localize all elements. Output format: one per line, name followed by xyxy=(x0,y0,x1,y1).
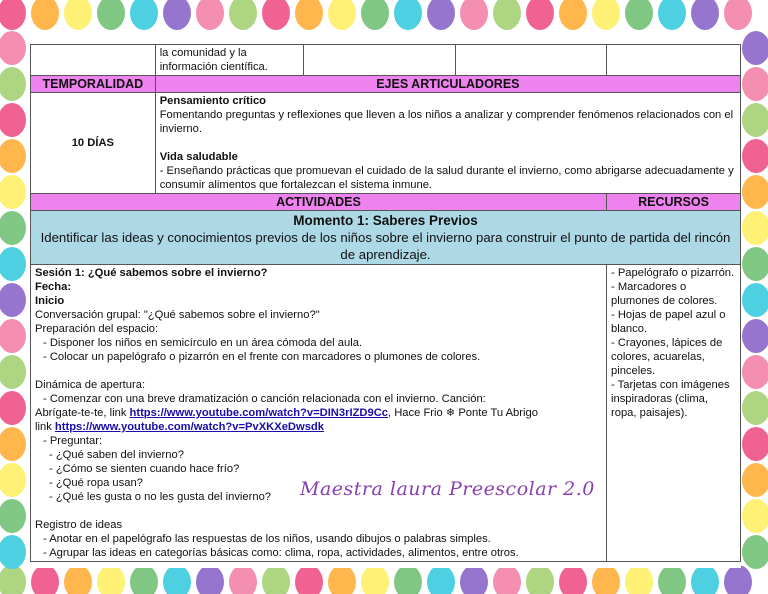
border-dot xyxy=(691,565,719,594)
border-dot xyxy=(658,0,686,30)
sesion-title: Sesión 1: ¿Qué sabemos sobre el invierno? xyxy=(35,267,268,279)
ejes-content xyxy=(155,93,740,194)
border-dot xyxy=(691,0,719,30)
border-dot xyxy=(592,0,620,30)
border-dot xyxy=(0,175,26,209)
momento-description: Identificar las ideas y conocimientos previos de los niños sobre el invierno para construir el punto de partida del rincón de aprendizaje. xyxy=(40,230,731,262)
border-dot xyxy=(742,67,768,101)
question-item: - ¿Qué les gusta o no les gusta del invierno? xyxy=(49,491,272,503)
table-row xyxy=(31,76,741,93)
sesion-cell xyxy=(31,265,607,562)
border-dot xyxy=(742,391,768,425)
border-dot xyxy=(724,0,752,30)
border-dot xyxy=(229,565,257,594)
recurso-item: - Tarjetas con imágenes inspiradoras (clima, ropa, paisajes). xyxy=(611,379,730,419)
empty-cell xyxy=(304,45,455,76)
dinamica-label: Dinámica de apertura: xyxy=(35,379,146,391)
top-row-text: la comunidad y la información científica. xyxy=(155,45,303,76)
dinamica-item: - Comenzar con una breve dramatización o canción relacionada con el invierno. Canción: xyxy=(43,393,486,405)
border-dot xyxy=(196,0,224,30)
conversacion-text: Conversación grupal: "¿Qué sabemos sobre el invierno?" xyxy=(35,309,320,321)
watermark-signature: Maestra laura Preescolar 2.0 xyxy=(300,478,595,500)
border-dot xyxy=(526,0,554,30)
border-dot xyxy=(130,0,158,30)
border-dot xyxy=(0,31,26,65)
border-dot xyxy=(394,565,422,594)
prep-item: - Colocar un papelógrafo o pizarrón en el frente con marcadores o plumones de colores. xyxy=(43,351,481,363)
link-pre: link xyxy=(35,421,55,433)
border-dot xyxy=(295,565,323,594)
inicio-label: Inicio xyxy=(35,295,65,307)
border-dot xyxy=(0,139,26,173)
vida-title: Vida saludable xyxy=(159,151,238,163)
border-dot xyxy=(742,319,768,353)
recursos-cell xyxy=(607,265,741,562)
border-dot xyxy=(229,0,257,30)
border-dot xyxy=(163,565,191,594)
momento-cell xyxy=(31,211,741,265)
vida-text: - Enseñando prácticas que promuevan el cuidado de la salud durante el invierno, como abrigarse adecuadamente y consumir alimentos que fortalezcan el sistema inmune. xyxy=(159,165,734,191)
cancion-line xyxy=(35,406,602,420)
border-dot xyxy=(31,0,59,30)
border-dot xyxy=(0,319,26,353)
ejes-header: EJES ARTICULADORES xyxy=(155,76,740,93)
border-dot xyxy=(0,67,26,101)
border-dot xyxy=(526,565,554,594)
border-dot xyxy=(64,565,92,594)
border-dot xyxy=(742,175,768,209)
border-dot xyxy=(625,565,653,594)
prep-item: - Disponer los niños en semicírculo en un área cómoda del aula. xyxy=(43,337,363,349)
temporalidad-header: TEMPORALIDAD xyxy=(31,76,156,93)
border-dot xyxy=(0,0,26,30)
youtube-link-1[interactable]: https://www.youtube.com/watch?v=DIN3rIZD9Cc xyxy=(129,407,389,419)
pensamiento-text: Fomentando preguntas y reflexiones que lleven a los niños a analizar y comprender fenómenos relacionados con el invierno. xyxy=(159,109,734,135)
border-dot xyxy=(130,565,158,594)
border-dot xyxy=(0,211,26,245)
preguntar-label: - Preguntar: xyxy=(43,435,103,447)
empty-cell xyxy=(31,45,156,76)
actividades-header: ACTIVIDADES xyxy=(31,194,607,211)
border-dot xyxy=(0,283,26,317)
question-item: - ¿Cómo se sienten cuando hace frío? xyxy=(49,463,240,475)
border-dot xyxy=(742,31,768,65)
border-dot xyxy=(427,0,455,30)
question-item: - ¿Qué saben del invierno? xyxy=(49,449,184,461)
question-item: - ¿Qué ropa usan? xyxy=(49,477,143,489)
border-dot xyxy=(493,0,521,30)
border-dot xyxy=(0,103,26,137)
border-dot xyxy=(742,139,768,173)
border-dot xyxy=(592,565,620,594)
border-dot xyxy=(742,247,768,281)
border-dot xyxy=(0,565,26,594)
border-dot xyxy=(742,211,768,245)
registro-item: - Anotar en el papelógrafo las respuestas de los niños, usando dibujos o palabras simples. xyxy=(43,533,491,545)
cancion-pre: Abrígate-te-te, link xyxy=(35,407,130,419)
recurso-item: - Marcadores o plumones de colores. xyxy=(611,281,718,307)
momento-title: Momento 1: Saberes Previos xyxy=(293,213,478,228)
table-row xyxy=(31,93,741,194)
youtube-link-2[interactable]: https://www.youtube.com/watch?v=PvXKXeDwsdk xyxy=(54,421,324,433)
recurso-item: - Crayones, lápices de colores, acuarelas, pinceles. xyxy=(611,337,723,377)
recurso-item: - Papelógrafo o pizarrón. xyxy=(611,267,735,279)
border-dot xyxy=(64,0,92,30)
border-dot xyxy=(262,0,290,30)
border-dot xyxy=(742,427,768,461)
border-dot xyxy=(97,0,125,30)
link-line xyxy=(35,420,602,434)
border-dot xyxy=(163,0,191,30)
border-dot xyxy=(460,0,488,30)
border-dot xyxy=(0,427,26,461)
recurso-item: - Hojas de papel azul o blanco. xyxy=(611,309,726,335)
border-dot xyxy=(493,565,521,594)
border-dot xyxy=(460,565,488,594)
border-dot xyxy=(742,463,768,497)
table-row xyxy=(31,194,741,211)
recursos-header: RECURSOS xyxy=(607,194,741,211)
border-dot xyxy=(196,565,224,594)
border-dot xyxy=(361,565,389,594)
border-dot xyxy=(658,565,686,594)
planning-table-sheet xyxy=(30,44,741,568)
pensamiento-title: Pensamiento crítico xyxy=(159,95,267,107)
border-dot xyxy=(328,565,356,594)
empty-cell xyxy=(607,45,741,76)
border-dot xyxy=(0,499,26,533)
temporalidad-value: 10 DÍAS xyxy=(31,93,156,194)
preparacion-label: Preparación del espacio: xyxy=(35,323,159,335)
border-dot xyxy=(97,565,125,594)
border-dot xyxy=(0,355,26,389)
border-dot xyxy=(394,0,422,30)
fecha-label: Fecha: xyxy=(35,281,72,293)
border-dot xyxy=(361,0,389,30)
border-dot xyxy=(559,0,587,30)
table-row xyxy=(31,45,741,76)
table-row xyxy=(31,211,741,265)
registro-label: Registro de ideas xyxy=(35,519,123,531)
border-dot xyxy=(295,0,323,30)
border-dot xyxy=(742,103,768,137)
border-dot xyxy=(559,565,587,594)
border-dot xyxy=(625,0,653,30)
border-dot xyxy=(0,391,26,425)
border-dot xyxy=(742,355,768,389)
border-dot xyxy=(328,0,356,30)
border-dot xyxy=(0,247,26,281)
border-dot xyxy=(0,463,26,497)
empty-cell xyxy=(455,45,606,76)
border-dot xyxy=(427,565,455,594)
table-row xyxy=(31,265,741,562)
border-dot xyxy=(31,565,59,594)
border-dot xyxy=(742,499,768,533)
border-dot xyxy=(742,283,768,317)
cancion-mid: , Hace Frio ❄ Ponte Tu Abrigo xyxy=(388,407,538,419)
border-dot xyxy=(724,565,752,594)
border-dot xyxy=(262,565,290,594)
registro-item: - Agrupar las ideas en categorías básicas como: clima, ropa, actividades, alimentos, entre otros. xyxy=(43,547,519,559)
border-dot xyxy=(742,535,768,569)
border-dot xyxy=(0,535,26,569)
